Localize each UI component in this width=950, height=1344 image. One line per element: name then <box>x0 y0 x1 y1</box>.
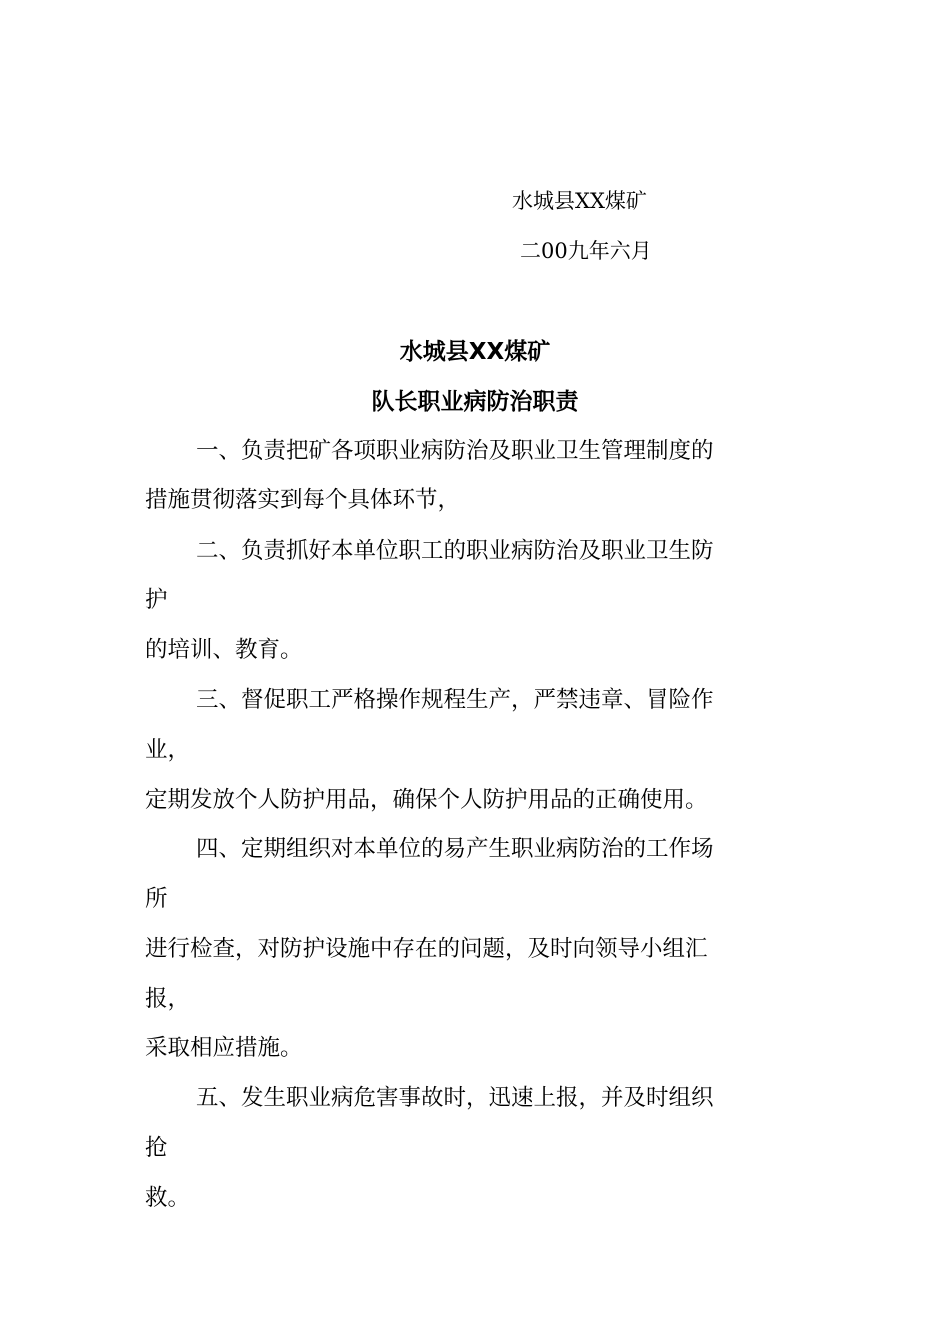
clause-5-line-2: 抢 <box>145 1135 168 1161</box>
clause-4-line-2: 所 <box>145 886 168 912</box>
clause-1-line-2: 措施贯彻落实到每个具体环节， <box>145 487 461 513</box>
clause-5-line-1: 五、发生职业病危害事故时，迅速上报，并及时组织 <box>196 1085 714 1111</box>
clause-2-line-3: 的培训、教育。 <box>145 637 303 663</box>
document-title: 队长职业病防治职责 <box>371 389 579 415</box>
clause-3-line-2: 业， <box>145 737 191 763</box>
clause-5-line-3: 救。 <box>145 1185 191 1211</box>
clause-4-line-4: 报， <box>145 986 191 1012</box>
clause-2-line-2: 护 <box>145 587 168 613</box>
clause-4-line-3: 进行检查，对防护设施中存在的问题，及时向领导小组汇 <box>145 936 708 962</box>
clause-4-line-1: 四、定期组织对本单位的易产生职业病防治的工作场 <box>196 836 714 862</box>
document-title-organization: 水城县XX煤矿 <box>399 339 551 365</box>
clause-3-line-3: 定期发放个人防护用品，确保个人防护用品的正确使用。 <box>145 787 708 813</box>
clause-1-line-1: 一、负责把矿各项职业病防治及职业卫生管理制度的 <box>196 438 714 464</box>
header-date: 二00九年六月 <box>520 239 652 263</box>
clause-2-line-1: 二、负责抓好本单位职工的职业病防治及职业卫生防 <box>196 538 714 564</box>
header-organization: 水城县XX煤矿 <box>512 189 647 213</box>
clause-4-line-5: 采取相应措施。 <box>145 1035 303 1061</box>
clause-3-line-1: 三、督促职工严格操作规程生产，严禁违章、冒险作 <box>196 687 714 713</box>
